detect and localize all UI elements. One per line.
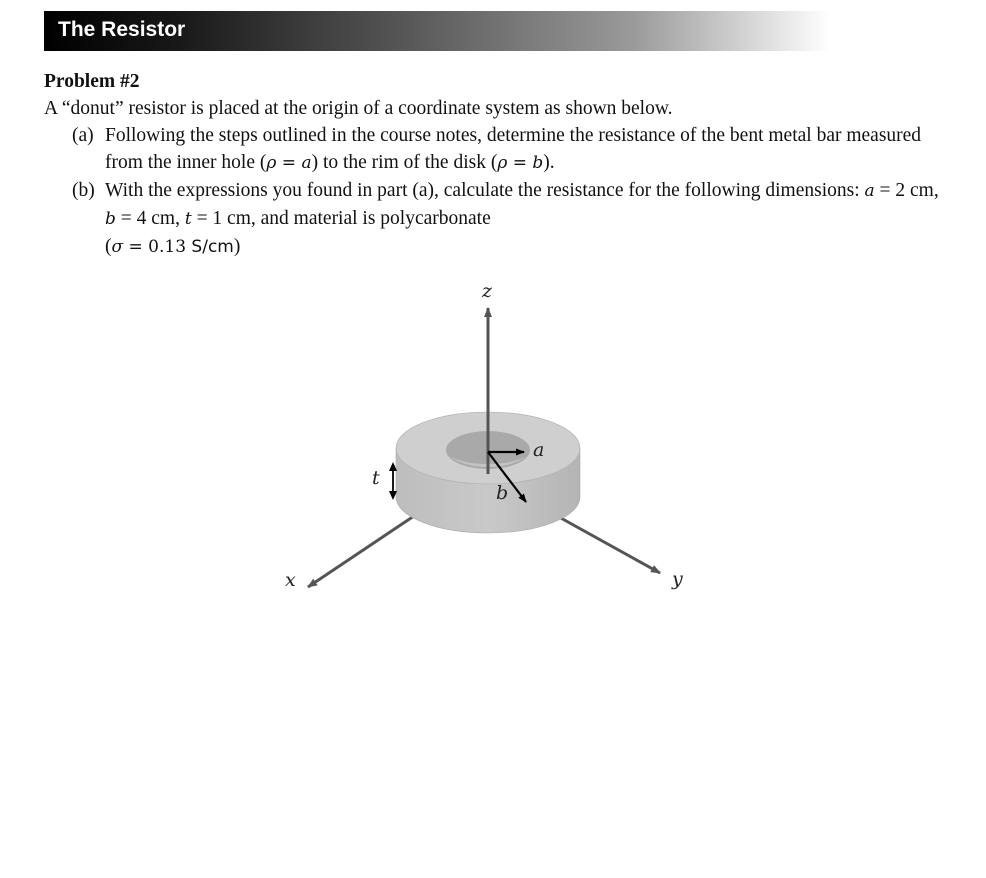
- problem-heading: Problem #2: [44, 71, 140, 92]
- part-a-label: (a): [72, 125, 94, 146]
- part-a-text: Following the steps outlined in the course notes, determine the resistance of the bent metal bar measured from the inner hole (ρ = a) to the rim of the disk (ρ = b).: [105, 125, 922, 173]
- part-b-text: With the expressions you found in part (a), calculate the resistance for the following dimensions: a = 2 cm, b = 4 cm, t = 1 cm, and material is polycarbonate (σ = 0.13 S/cm): [105, 180, 939, 257]
- z-axis-label: z: [482, 280, 493, 302]
- y-axis-line: [550, 512, 660, 573]
- part-b-label: (b): [72, 180, 95, 201]
- section-title: The Resistor: [58, 18, 186, 41]
- x-axis-label: x: [285, 569, 296, 591]
- thickness-t-label: t: [372, 467, 380, 489]
- problem-intro: A “donut” resistor is placed at the origin of a coordinate system as shown below.: [44, 98, 673, 119]
- radius-b-label: b: [496, 482, 509, 504]
- radius-a-label: a: [533, 439, 545, 461]
- x-axis-line: [308, 512, 420, 587]
- y-axis-label: y: [672, 568, 683, 590]
